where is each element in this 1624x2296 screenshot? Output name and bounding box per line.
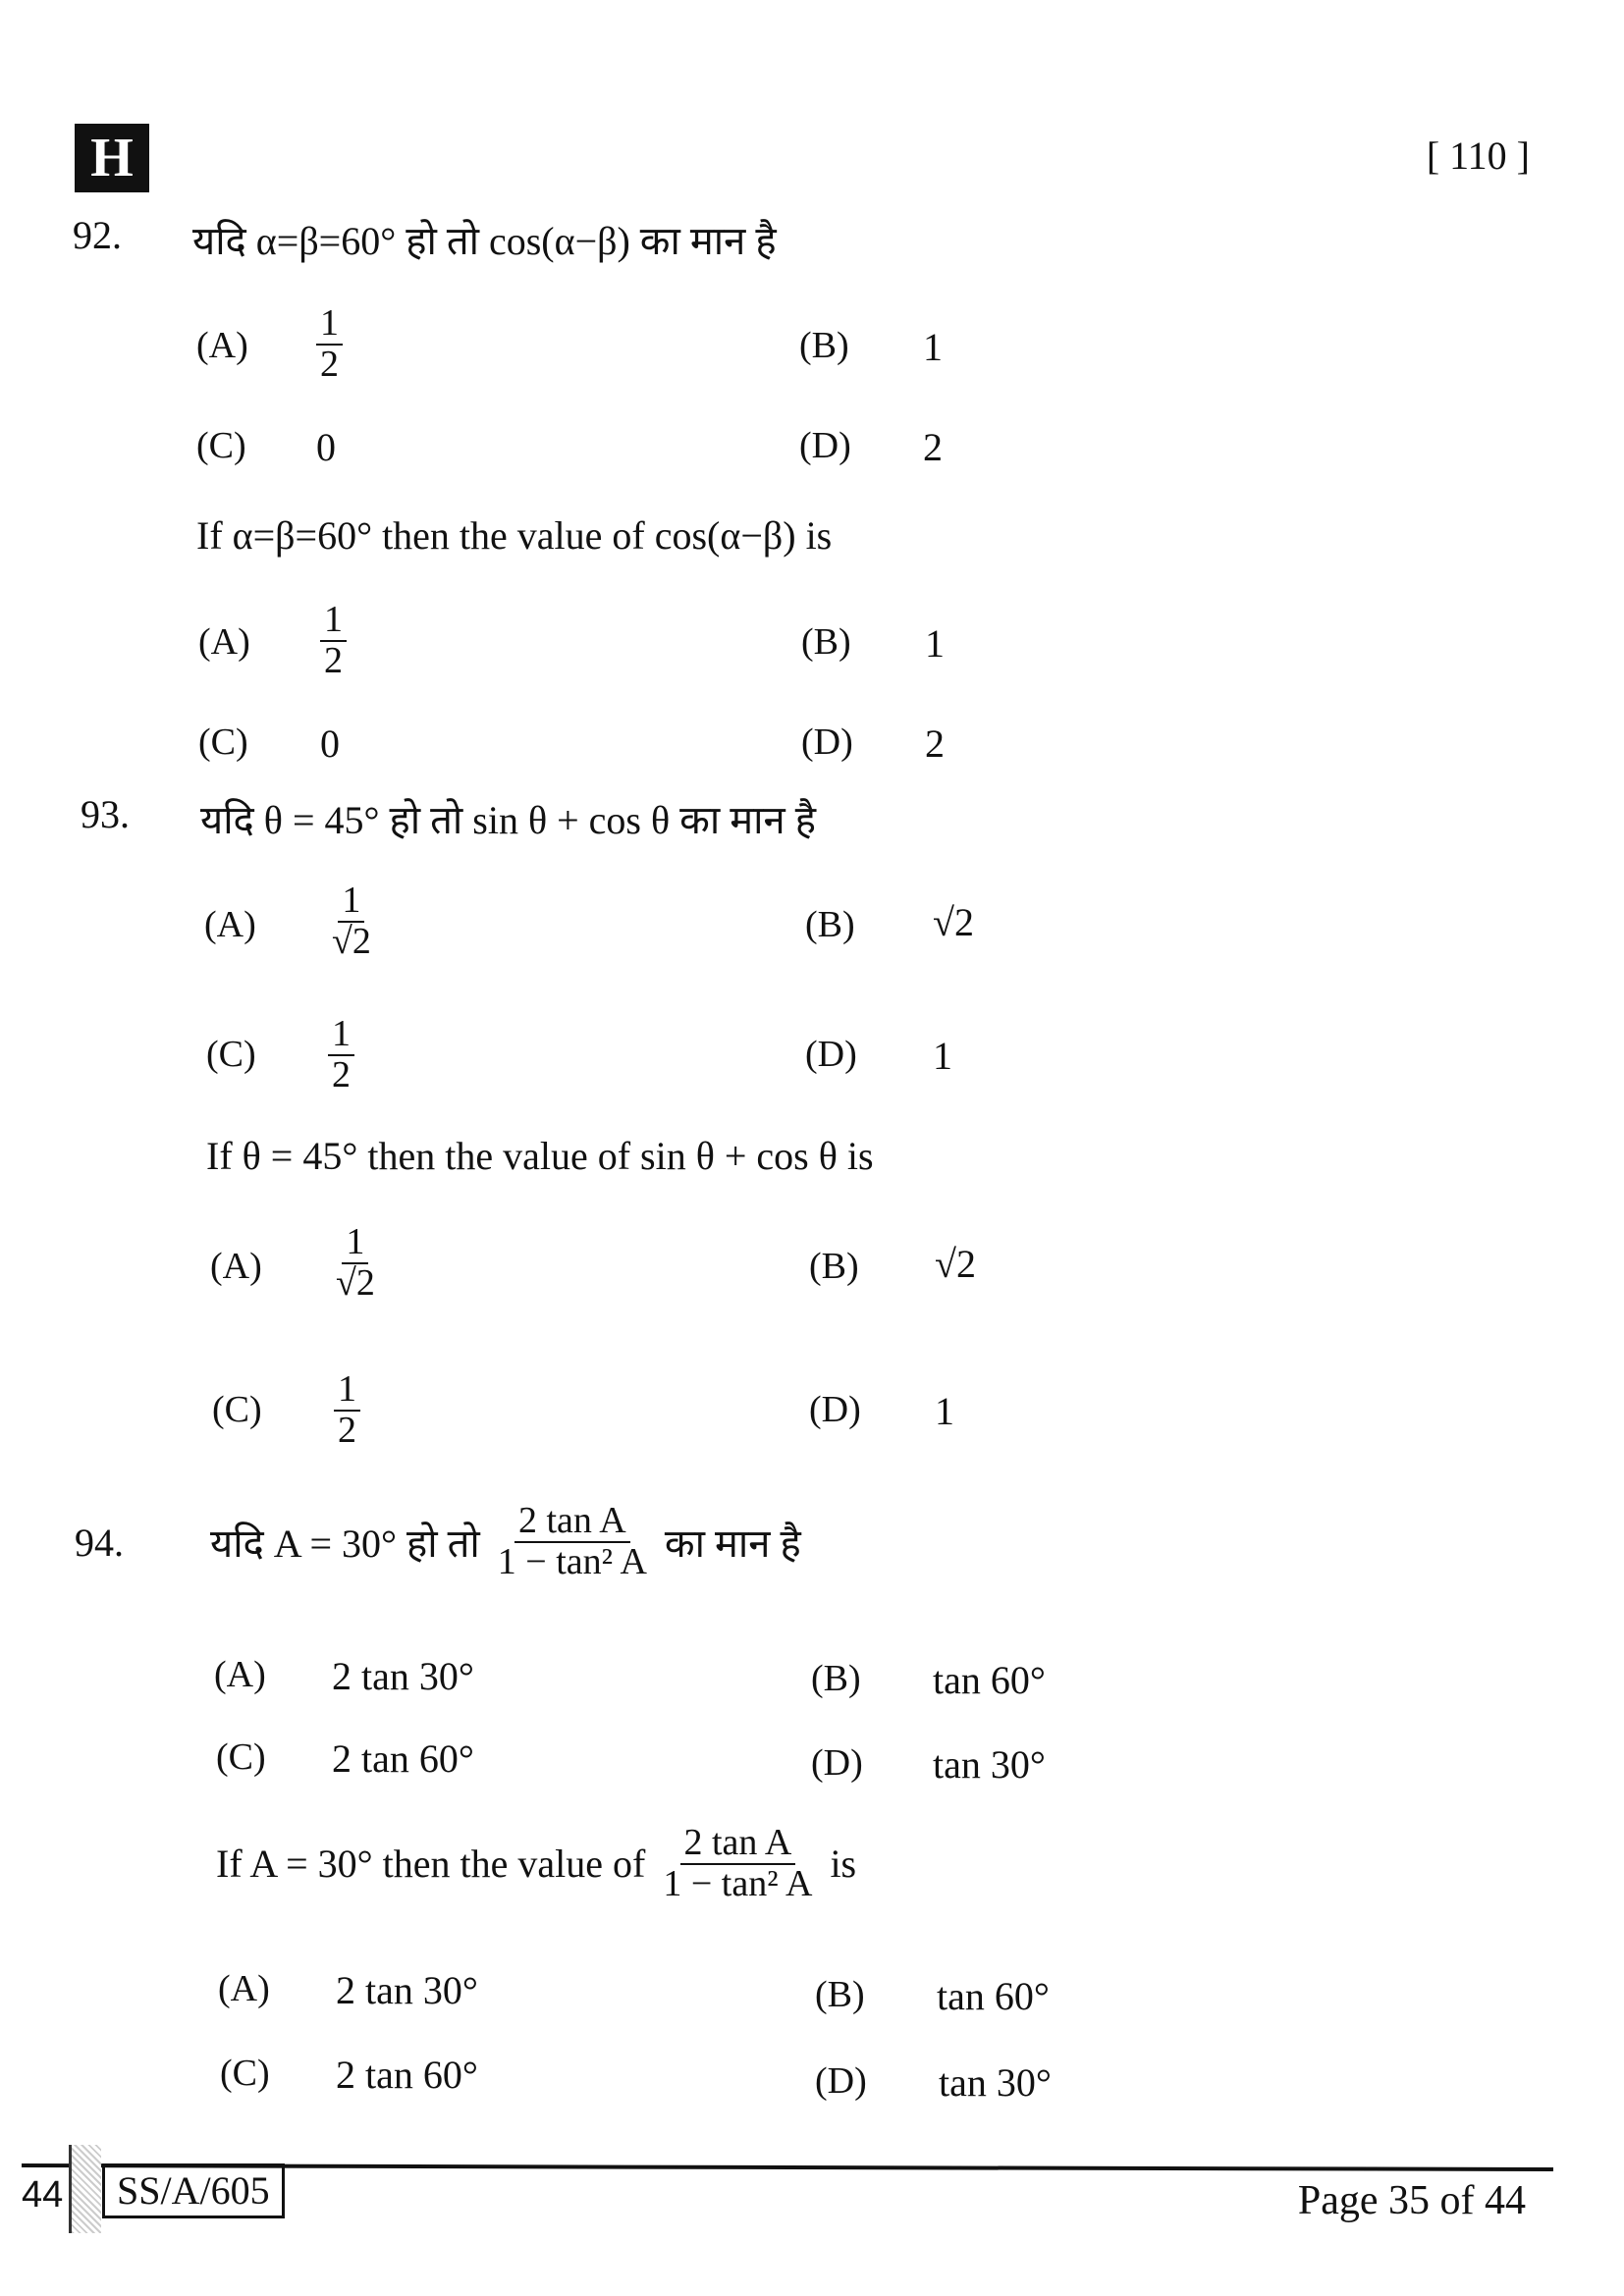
option-label: (A) [218,1968,270,2009]
option-value: 1 [925,621,945,666]
binding-edge [69,2145,101,2233]
option-label: (A) [210,1246,262,1287]
option-label: (C) [206,1034,256,1075]
option-value: 2 tan 30° [332,1654,474,1698]
option-fraction: $\frac{1}{2}$ [328,1015,354,1095]
formula-fraction: $\frac{\text{2 tan A}}{\text{1 − tan² A}}$ [497,1500,647,1582]
question-text-hindi: यदि α=β=60° हो तो cos(α−β) का मान है [192,219,777,263]
option-value: tan 30° [933,1742,1046,1787]
option-value: 1 [933,1034,952,1078]
question-text-hindi: यदि A = 30° हो तो $\frac{\text{2 tan A}}{\text{1 − tan² A}}$ का मान है [210,1500,801,1582]
option-value: 1 [923,325,943,369]
option-fraction: $\frac{1}{2}$ [316,304,343,385]
option-label: (B) [811,1658,861,1699]
option-value: 2 [923,425,943,469]
option-label: (D) [809,1389,861,1430]
option-label: (C) [220,2053,270,2094]
option-label: (D) [799,425,851,466]
option-label: (A) [196,325,248,366]
sheet-number: 44 [22,2174,64,2216]
option-value: 1 [935,1389,954,1433]
option-label: (B) [815,1974,865,2015]
option-value: 2 tan 60° [332,1736,474,1781]
page-reference: [ 110 ] [1426,133,1530,178]
question-number: 94. [75,1521,124,1565]
option-value: 0 [316,425,336,469]
option-label: (D) [815,2060,867,2102]
option-label: (A) [204,904,256,945]
option-value: 2 [925,721,945,766]
option-value: √2 [935,1242,976,1286]
option-value: tan 30° [939,2060,1052,2105]
option-fraction: $\frac{1}{2}$ [334,1370,360,1451]
paper-code: SS/A/605 [102,2163,285,2218]
section-badge: H [75,124,149,192]
option-label: (C) [216,1736,266,1778]
option-label: (D) [805,1034,857,1075]
page-number: Page 35 of 44 [1297,2178,1526,2223]
formula-fraction: $\frac{\text{2 tan A}}{\text{1 − tan² A}}$ [663,1822,813,1904]
question-number: 93. [81,792,130,836]
question-text-english: If θ = 45° then the value of sin θ + cos θ is [206,1134,874,1178]
option-value: 2 tan 30° [336,1968,478,2012]
question-number: 92. [73,213,122,257]
option-value: tan 60° [937,1974,1050,2018]
option-label: (B) [799,325,849,366]
option-value: 2 tan 60° [336,2053,478,2097]
option-value: tan 60° [933,1658,1046,1702]
option-value: √2 [933,900,974,944]
option-label: (D) [801,721,853,763]
question-text-hindi: यदि θ = 45° हो तो sin θ + cos θ का मान है [200,798,816,842]
option-label: (C) [198,721,248,763]
option-label: (B) [801,621,851,663]
option-fraction: $\frac{1}{√2}$ [336,1221,375,1304]
option-label: (C) [212,1389,262,1430]
question-text-english: If α=β=60° then the value of cos(α−β) is [196,513,833,558]
option-label: (C) [196,425,246,466]
option-fraction: $\frac{1}{√2}$ [332,880,371,962]
option-value: 0 [320,721,340,766]
option-label: (A) [198,621,250,663]
option-fraction: $\frac{1}{2}$ [320,601,347,681]
option-label: (D) [811,1742,863,1784]
question-text-english: If A = 30° then the value of $\frac{\text{2 tan A}}{\text{1 − tan² A}}$ is [216,1822,857,1904]
option-label: (A) [214,1654,266,1695]
option-label: (B) [809,1246,859,1287]
option-label: (B) [805,904,855,945]
